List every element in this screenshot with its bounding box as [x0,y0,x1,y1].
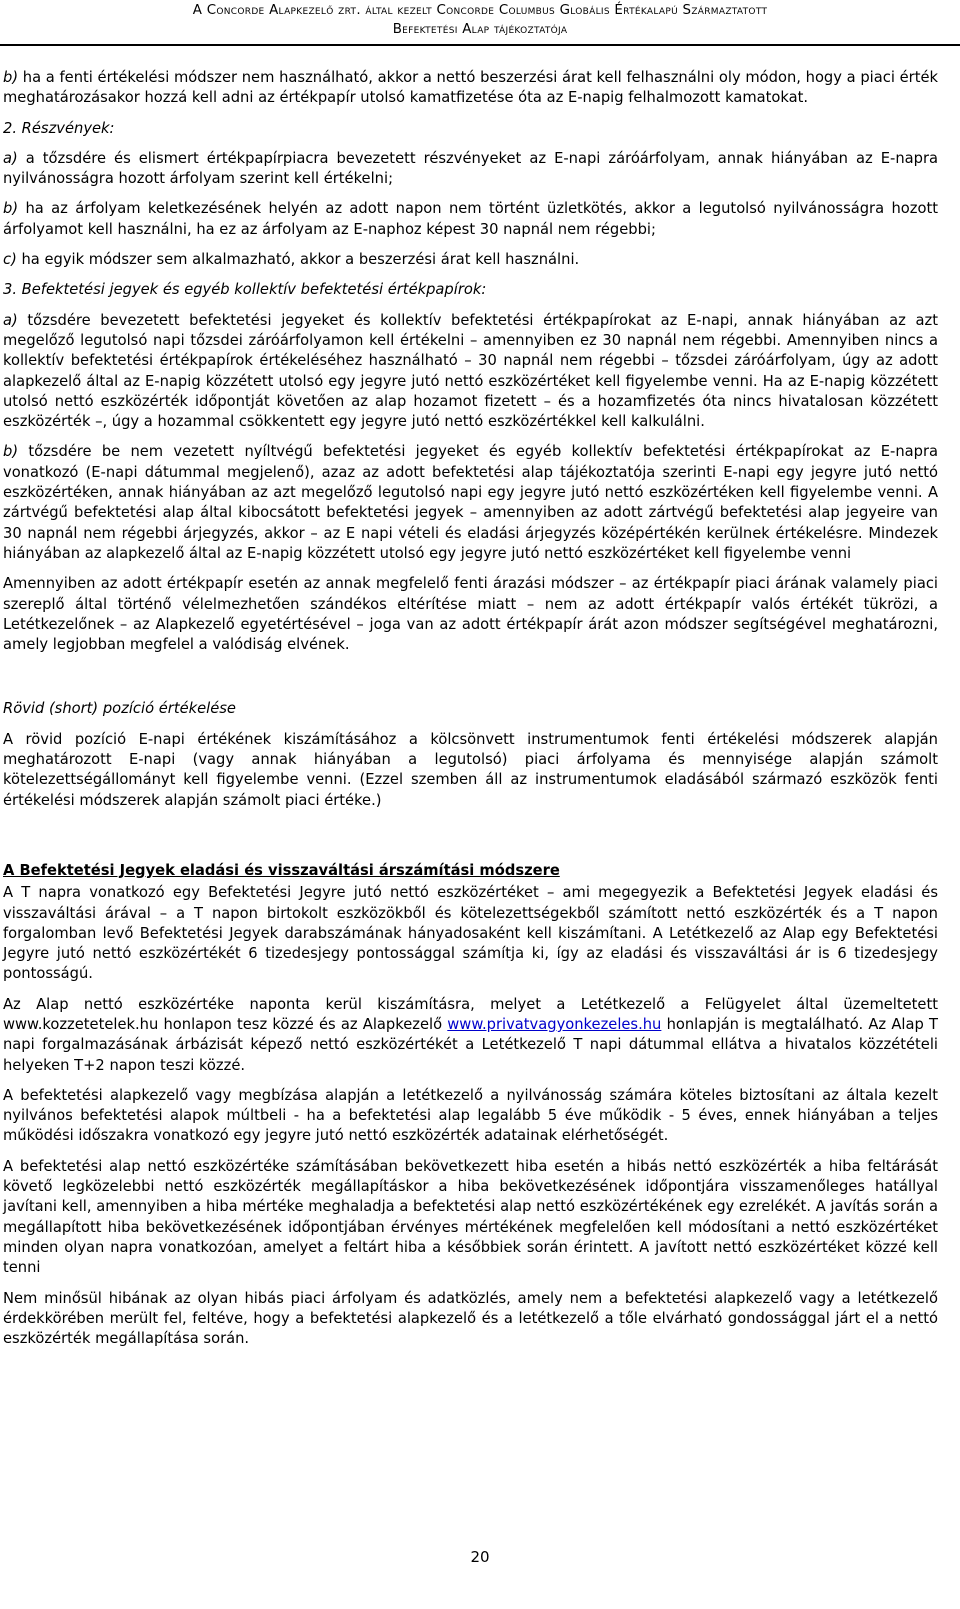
website-link[interactable]: www.privatvagyonkezeles.hu [447,1015,662,1033]
paragraph-pricing-1: A T napra vonatkozó egy Befektetési Jegyre jutó nettó eszközértéket – ami megegyezik a Befektetési Jegyek eladási és visszaváltási árával – a T napon birtokolt eszközökből és kötelezettségekből számított nettó eszközérték és a T napon forgalomban levő Befektetési Jegyek darabszámának hányadosaként kell kiszámítani. A Letétkezelő az Alap egy Befektetési Jegyre jutó nettó eszközértékét 6 tizedesjegy pontossággal számítja ki, így az eladási és visszaváltási ár is 6 tizedesjegy pontosságú. [3,884,938,983]
list-marker: b) [3,443,19,461]
heading-shares: 2. Részvények: [3,119,115,137]
paragraph-pricing-5: Nem minősül hibának az olyan hibás piaci árfolyam és adatközlés, amely nem a befektetési alapkezelő vagy a letétkezelő érdekkörében merült fel, feltéve, hogy a befektetési alapkezelő és a letétkezelő a tőle elvárható gondossággal járt el a nettó eszközérték megállapítása során. [3,1289,938,1348]
heading-funds: 3. Befektetési jegyek és egyéb kollektív befektetési értékpapírok: [3,281,487,299]
heading-pricing-method: A Befektetési Jegyek eladási és visszaváltási árszámítási módszere [3,861,560,879]
page-header [0,0,960,56]
header-line-2: Befektetési Alap tájékoztatója [392,22,568,37]
list-marker: a) [3,149,18,167]
paragraph-funds-a [3,311,938,433]
heading-short-position: Rövid (short) pozíció értékelése [3,700,236,718]
paragraph-pricing-2 [3,995,938,1076]
paragraph-text: ha a fenti értékelési módszer nem használható, akkor a nettó beszerzési árat kell felhasználni oly módon, hogy a piaci érték meghatározásakor hozzá kell adni az értékpapír utolsó kamatfizetése óta az E-napig felhalmozott kamatokat. [3,69,938,107]
paragraph-shares-a [3,149,938,190]
list-marker: c) [3,251,17,269]
paragraph-funds-b [3,442,938,564]
paragraph-market-value: Amennyiben az adott értékpapír esetén az annak megfelelő fenti árazási módszer – az értékpapír piaci árának valamely piaci szereplő által történő vélelmezhetően szándékos eltérítése miatt – nem az adott értékpapír valós értékét tükrözi, a Letétkezelőnek – az Alapkezelő egyetértésével – joga van az adott értékpapír árát azon módszer segítségével meghatározni, amely legjobban megfelel a valódiság elvének. [3,575,938,654]
list-marker: b) [3,200,19,218]
header-line-1: A Concorde Alapkezelő zrt. által kezelt Concorde Columbus Globális Értékalapú Származtatott [192,3,768,18]
header-divider [0,44,960,46]
paragraph-text: tőzsdére bevezetett befektetési jegyeket és kollektív befektetési értékpapírokat az E-napi, annak hiányában az azt megelőző legutolsó napi tőzsdei záróárfolyamon kell értékelni – amennyiben ez 30 napnál nem régebbi. Amennyiben nincs a kollektív befektetési értékpapírok értékeléséhez használható – 30 napnál nem régebbi – tőzsdei záróárfolyam, úgy az adott alapkezelő által az E-napig közzétett utolsó egy jegyre jutó nettó eszközértéket kell figyelembe venni. Ha az E-napig közzétett utolsó nettó eszközérték időpontját követően az alap hozamot fizetett – és a hozamfizetés óta nincs hivatalosan közzétett eszközérték –, úgy a hozammal csökkentett egy jegyre jutó nettó eszközértékkel kell kalkulálni. [3,311,938,431]
paragraph-text: honlapján is megtalálható. Az Alap T napi forgalmazásának árbázisát képező nettó eszközértékét a Letétkezelő T napi dátummal ellátva a hivatalos közzétételi helyeken T+2 napon teszi közzé. [3,1015,938,1074]
paragraph-interest [3,68,938,109]
paragraph-pricing-4: A befektetési alap nettó eszközértéke számításában bekövetkezett hiba esetén a hibás nettó eszközérték a hiba feltárását követő legközelebbi nettó eszközérték megállapításkor a hiba bekövetkezésének időpontjára visszamenőleges hatállyal javítani kell, amennyiben a hiba mértéke meghaladja a befektetési alap nettó eszközértékének egy ezrelékét. A javítás során a megállapított hiba bekövetkezésének időpontjában érvényes mértékének megfelelően kell módosítani a nettó eszközértéket minden olyan napra vonatkozóan, amelyet a feltárt hiba a későbbiek során érintett. A javított nettó eszközértéket közzé kell tenni [3,1157,938,1277]
paragraph-text: Az Alap nettó eszközértéke naponta kerül kiszámításra, melyet a Letétkezelő a Felügyelet által üzemeltetett www.kozzetetelek.hu honlapon tesz közzé és az Alapkezelő [3,995,938,1033]
list-marker: a) [3,311,18,329]
list-marker: b) [3,69,19,86]
paragraph-shares-c [3,250,938,270]
paragraph-shares-b [3,199,938,240]
paragraph-text: tőzsdére be nem vezetett nyíltvégű befektetési jegyeket és egyéb kollektív befektetési értékpapírokat az E-napra vonatkozó (E-napi dátummal megjelenő), azaz az adott befektetési alap tájékoztatója szerinti E-napi egy jegyre jutó nettó eszközértéken, annak hiányában az azt megelőző legutolsó napi egy jegyre jutó nettó eszközértéken kell figyelembe venni. A zártvégű befektetési alap által kibocsátott befektetési jegyek – amennyiben az adott zártvégű befektetési alap jegyeire van 30 napnál nem régebbi árjegyzés, akkor – az E napi vételi és eladási árjegyzés középértékén kerülnek értékelésre. Mindezek hiányában az alapkezelő által az E-napig közzétett utolsó egy jegyre jutó nettó eszközértéket kell figyelembe venni [3,443,938,562]
document-body [3,68,938,1349]
paragraph-pricing-3: A befektetési alapkezelő vagy megbízása alapján a letétkezelő a nyilvánosság számára köteles biztosítani az általa kezelt nyilvános befektetési alapok múltbeli - ha a befektetési alap legalább 5 éve működik - 5 éves, ennek hiányában a teljes működési időszakra vonatkozó egy jegyre jutó nettó eszközérték adatainak elérhetőségét. [3,1086,938,1145]
paragraph-short-position: A rövid pozíció E-napi értékének kiszámításához a kölcsönvett instrumentumok fenti értékelési módszerek alapján meghatározott E-napi (vagy annak hiányában a legutolsó) piaci árfolyama és mennyisége alapján számolt kötelezettségállományt kell figyelembe venni. (Ezzel szemben áll az instrumentumok eladásából származó eszközök fenti értékelési módszerek alapján számolt piaci értéke.) [3,730,938,809]
paragraph-text: a tőzsdére és elismert értékpapírpiacra bevezetett részvényeket az E-napi záróárfolyam, annak hiányában az E-napra nyilvánosságra hozott árfolyam szerint kell értékelni; [3,149,938,188]
page-number: 20 [470,1548,490,1566]
paragraph-text: ha egyik módszer sem alkalmazható, akkor a beszerzési árat kell használni. [16,251,580,269]
paragraph-text: ha az árfolyam keletkezésének helyén az adott napon nem történt üzletkötés, akkor a legutolsó nyilvánosságra hozott árfolyamot kell használni, ha ez az árfolyam az E-naphoz képest 30 napnál nem régebbi; [3,200,938,238]
